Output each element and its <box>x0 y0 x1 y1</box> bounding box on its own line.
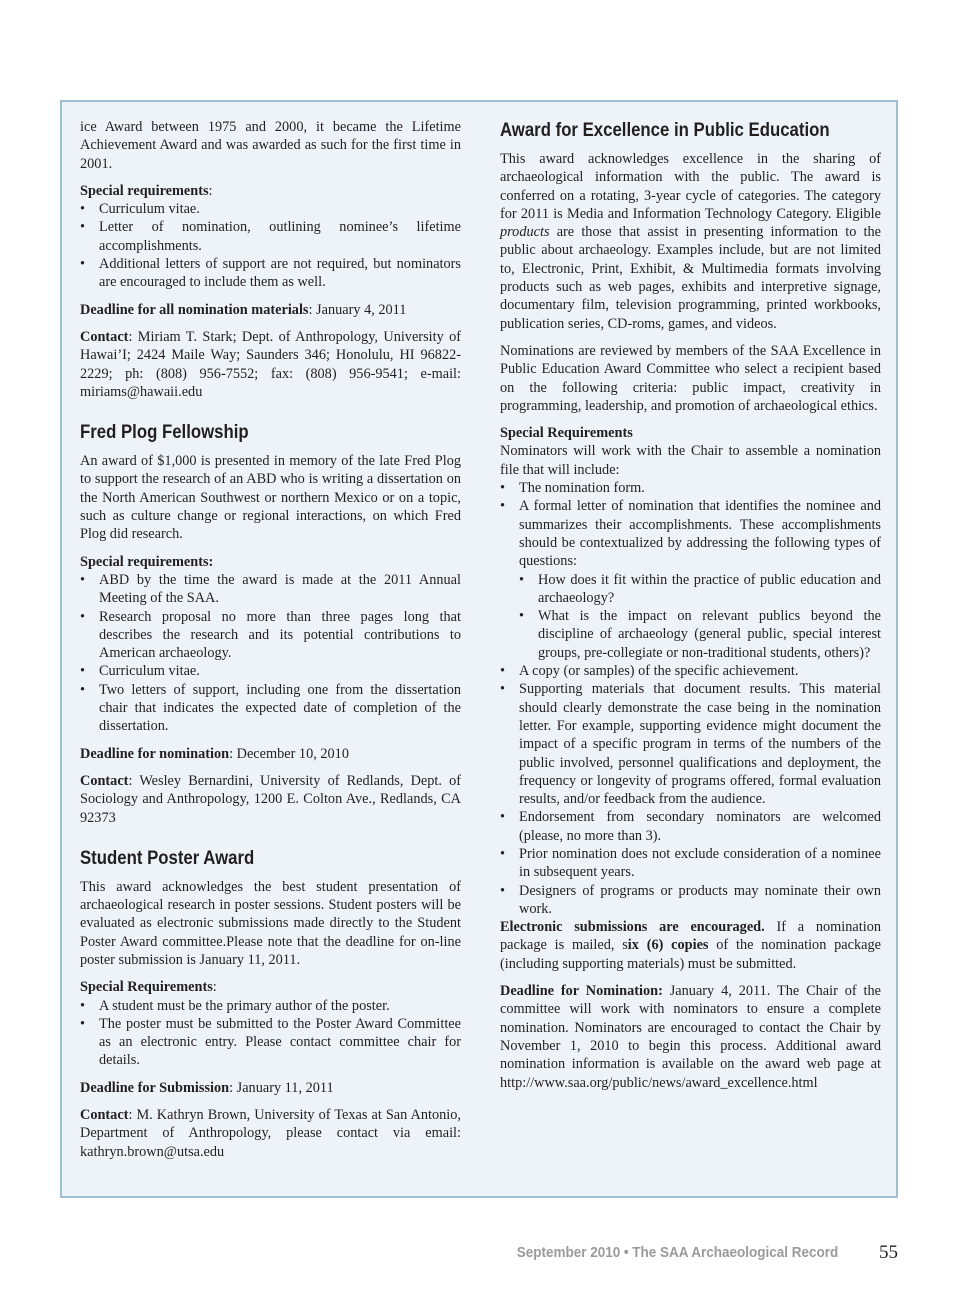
lifetime-intro: ice Award between 1975 and 2000, it became the Lifetime Achievement Award and was awarded as such for the first time in 2001. <box>80 119 461 172</box>
list-item: • A copy (or samples) of the specific achievement. <box>500 662 881 680</box>
lifetime-contact: Contact: Miriam T. Stark; Dept. of Anthropology, University of Hawai’I; 2424 Maile Way; Saunders 346; Honolulu, HI 96822-2229; ph: (808) 956-7552; fax: (808) 956-9541; e-mail: miriams@hawaii.edu <box>80 328 461 400</box>
education-heading: Award for Excellence in Public Education <box>500 119 830 141</box>
education-requirements-label: Special Requirements <box>500 425 633 442</box>
list-item: • Additional letters of support are not required, but nominators are encouraged to include them as well. <box>80 255 461 292</box>
education-requirements-intro: Nominators will work with the Chair to assemble a nomination file that will include: <box>500 443 881 478</box>
plog-description: An award of $1,000 is presented in memory of the late Fred Plog to support the research of an ABD who is writing a dissertation on the North American Southwest or northern Mexico or on a topic, such as culture change or regional interactions, on which Fred Plog did research. <box>80 453 461 543</box>
list-item: • Two letters of support, including one from the dissertation chair that indicates the expected date of completion of the dissertation. <box>80 681 461 736</box>
poster-requirements-list <box>80 997 461 1070</box>
plog-deadline: Deadline for nomination: December 10, 2010 <box>80 745 349 762</box>
list-item: • Curriculum vitae. <box>80 200 461 218</box>
left-column <box>80 118 461 1170</box>
list-item: • The nomination form. <box>500 479 881 497</box>
lifetime-deadline: Deadline for all nomination materials: January 4, 2011 <box>80 301 407 318</box>
page-number: 55 <box>879 1242 898 1263</box>
footer-date: September 2010 <box>516 1244 621 1261</box>
list-item: • ABD by the time the award is made at the 2011 Annual Meeting of the SAA. <box>80 571 461 608</box>
poster-contact: Contact: M. Kathryn Brown, University of Texas at San Antonio, Department of Anthropology, please contact via email: kathryn.brown@utsa.edu <box>80 1107 461 1160</box>
list-item: • Prior nomination does not exclude consideration of a nominee in subsequent years. <box>500 845 881 882</box>
lifetime-requirements-label: Special requirements: <box>80 182 213 199</box>
footer-publication <box>516 1244 838 1261</box>
list-item: • Supporting materials that document results. This material should clearly demonstrate the case being in the nomination letter. For example, supporting evidence might document the impact of a specific program in terms of the numbers of the public involved, personnel qualifications and deployment, the frequency or longevity of programs offered, formal evaluation results, and/or feedback from the audience. <box>500 680 881 808</box>
education-electronic-note: Electronic submissions are encouraged. If a nomination package is mailed, six (6) copies of the nomination package (including supporting materials) must be submitted. <box>500 919 882 972</box>
list-item: • A student must be the primary author of the poster. <box>80 997 461 1015</box>
education-description: This award acknowledges excellence in the sharing of archaeological information with the public. The award is conferred on a rotating, 3-year cycle of categories. The category for 2011 is Media and Information Technology Category. Eligible products are those that assist in presenting information to the public about archaeology. Examples include, but are not limited to, Electronic, Print, Exhibit, & Multimedia formats involving products such as web pages, exhibits and interpretive signage, documentary film, television programming, printed workbooks, publication series, CD-roms, games, and videos. <box>500 151 881 332</box>
lifetime-requirements-list <box>80 200 461 291</box>
plog-requirements-label: Special requirements: <box>80 553 214 570</box>
list-item: • Curriculum vitae. <box>80 662 461 680</box>
list-item: • Letter of nomination, outlining nominee’s lifetime accomplishments. <box>80 218 461 255</box>
list-item: • A formal letter of nomination that identifies the nominee and summarizes their accomplishments. These accomplishments should be contextualized by addressing the following types of questions: • How does it fit within the practice of public education and archaeology? • What is the impact on relevant publics beyond the discipline of archaeology (general public, special interest groups, pre-collegiate or non-traditional students, others)? <box>500 497 881 662</box>
list-item: • How does it fit within the practice of public education and archaeology? <box>519 571 881 608</box>
footer-bullet: • <box>623 1244 629 1261</box>
plog-requirements-list <box>80 571 461 736</box>
list-item: • The poster must be submitted to the Poster Award Committee as an electronic entry. Please contact committee chair for details. <box>80 1015 461 1070</box>
list-item: • Endorsement from secondary nominators are welcomed (please, no more than 3). <box>500 808 881 845</box>
poster-deadline: Deadline for Submission: January 11, 2011 <box>80 1079 334 1096</box>
poster-description: This award acknowledges the best student presentation of archaeological research in poster sessions. Student posters will be evaluated as electronic submissions made directly to the Student Poster Award committee.Please note that the deadline for on-line poster submission is January 11, 2011. <box>80 878 461 968</box>
education-review: Nominations are reviewed by members of the SAA Excellence in Public Education Award Committee who select a recipient based on the following criteria: public impact, creativity in programming, leadership, and promotion of archaeological ethics. <box>500 342 881 414</box>
list-item: • Designers of programs or products may nominate their own work. <box>500 882 881 919</box>
plog-heading: Fred Plog Fellowship <box>80 421 249 444</box>
list-item: • Research proposal no more than three pages long that describes the research and its potential contributions to American archaeology. <box>80 608 461 663</box>
education-deadline: Deadline for Nomination: January 4, 2011. The Chair of the committee will work with nominators to ensure a complete nomination. Nominators are encouraged to contact the Chair by November 1, 2010 to begin this process. Additional award nomination information is available on the award web page at http://www.saa.org/public/news/award_excellence.html <box>500 983 881 1091</box>
right-column <box>500 118 881 1101</box>
footer-title: The SAA Archaeological Record <box>631 1244 838 1261</box>
poster-heading: Student Poster Award <box>80 846 255 869</box>
poster-requirements-label: Special Requirements: <box>80 979 217 996</box>
education-questions-list <box>519 571 881 662</box>
list-item: • What is the impact on relevant publics beyond the discipline of archaeology (general public, special interest groups, pre-collegiate or non-traditional students, others)? <box>519 607 881 662</box>
plog-contact: Contact: Wesley Bernardini, University of Redlands, Dept. of Sociology and Anthropology, 1200 E. Colton Ave., Redlands, CA 92373 <box>80 772 461 826</box>
education-requirements-list <box>500 479 881 918</box>
